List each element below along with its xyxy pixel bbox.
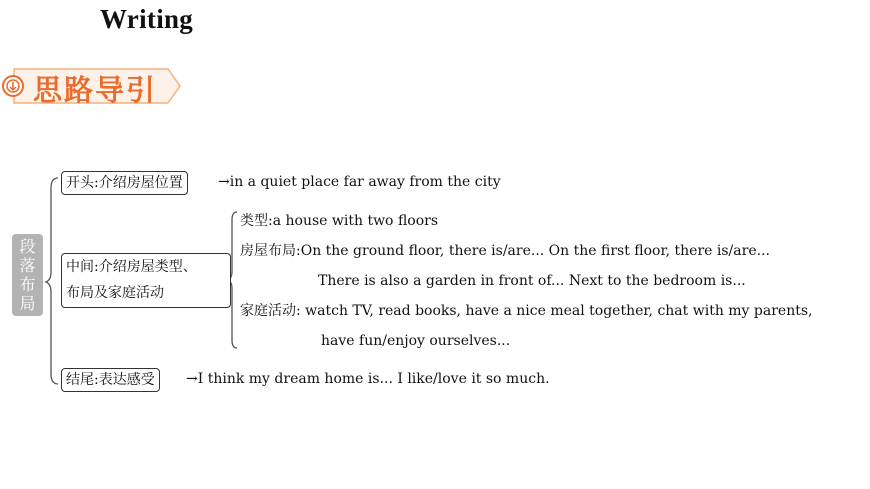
activities-text-line1: watch TV, read books, have a nice meal together, chat with my parents, (300, 303, 813, 319)
layout-text-line2: There is also a garden in front of... Next to the bedroom is... (318, 273, 746, 289)
layout-text-line1: On the ground floor, there is/are... On the first floor, there is/are... (300, 243, 770, 259)
ending-text: →I think my dream home is... I like/love it so much. (186, 371, 550, 387)
type-label: 类型: (240, 213, 273, 229)
middle-label-line2: 布局及家庭活动 (66, 285, 164, 301)
banner-arrow-icon (3, 76, 23, 96)
banner-title: 思路导引 (33, 73, 158, 107)
outer-brace (44, 176, 60, 386)
middle-label-line1: 中间:介绍房屋类型、 (66, 259, 197, 275)
opening-text: →in a quiet place far away from the city (218, 174, 501, 190)
side-label: 段 落 布 局 (12, 234, 43, 316)
type-text: a house with two floors (272, 213, 439, 229)
opening-box: 开头:介绍房屋位置 (61, 171, 188, 195)
activities-label: 家庭活动: (240, 303, 301, 319)
activities-text-line2: have fun/enjoy ourselves... (321, 333, 511, 349)
type-row (240, 211, 438, 231)
ending-box: 结尾:表达感受 (61, 368, 160, 392)
layout-row (240, 241, 770, 261)
page-title: Writing (100, 4, 194, 34)
layout-label: 房屋布局: (240, 243, 301, 259)
middle-box (61, 253, 231, 308)
activities-row (240, 301, 812, 321)
